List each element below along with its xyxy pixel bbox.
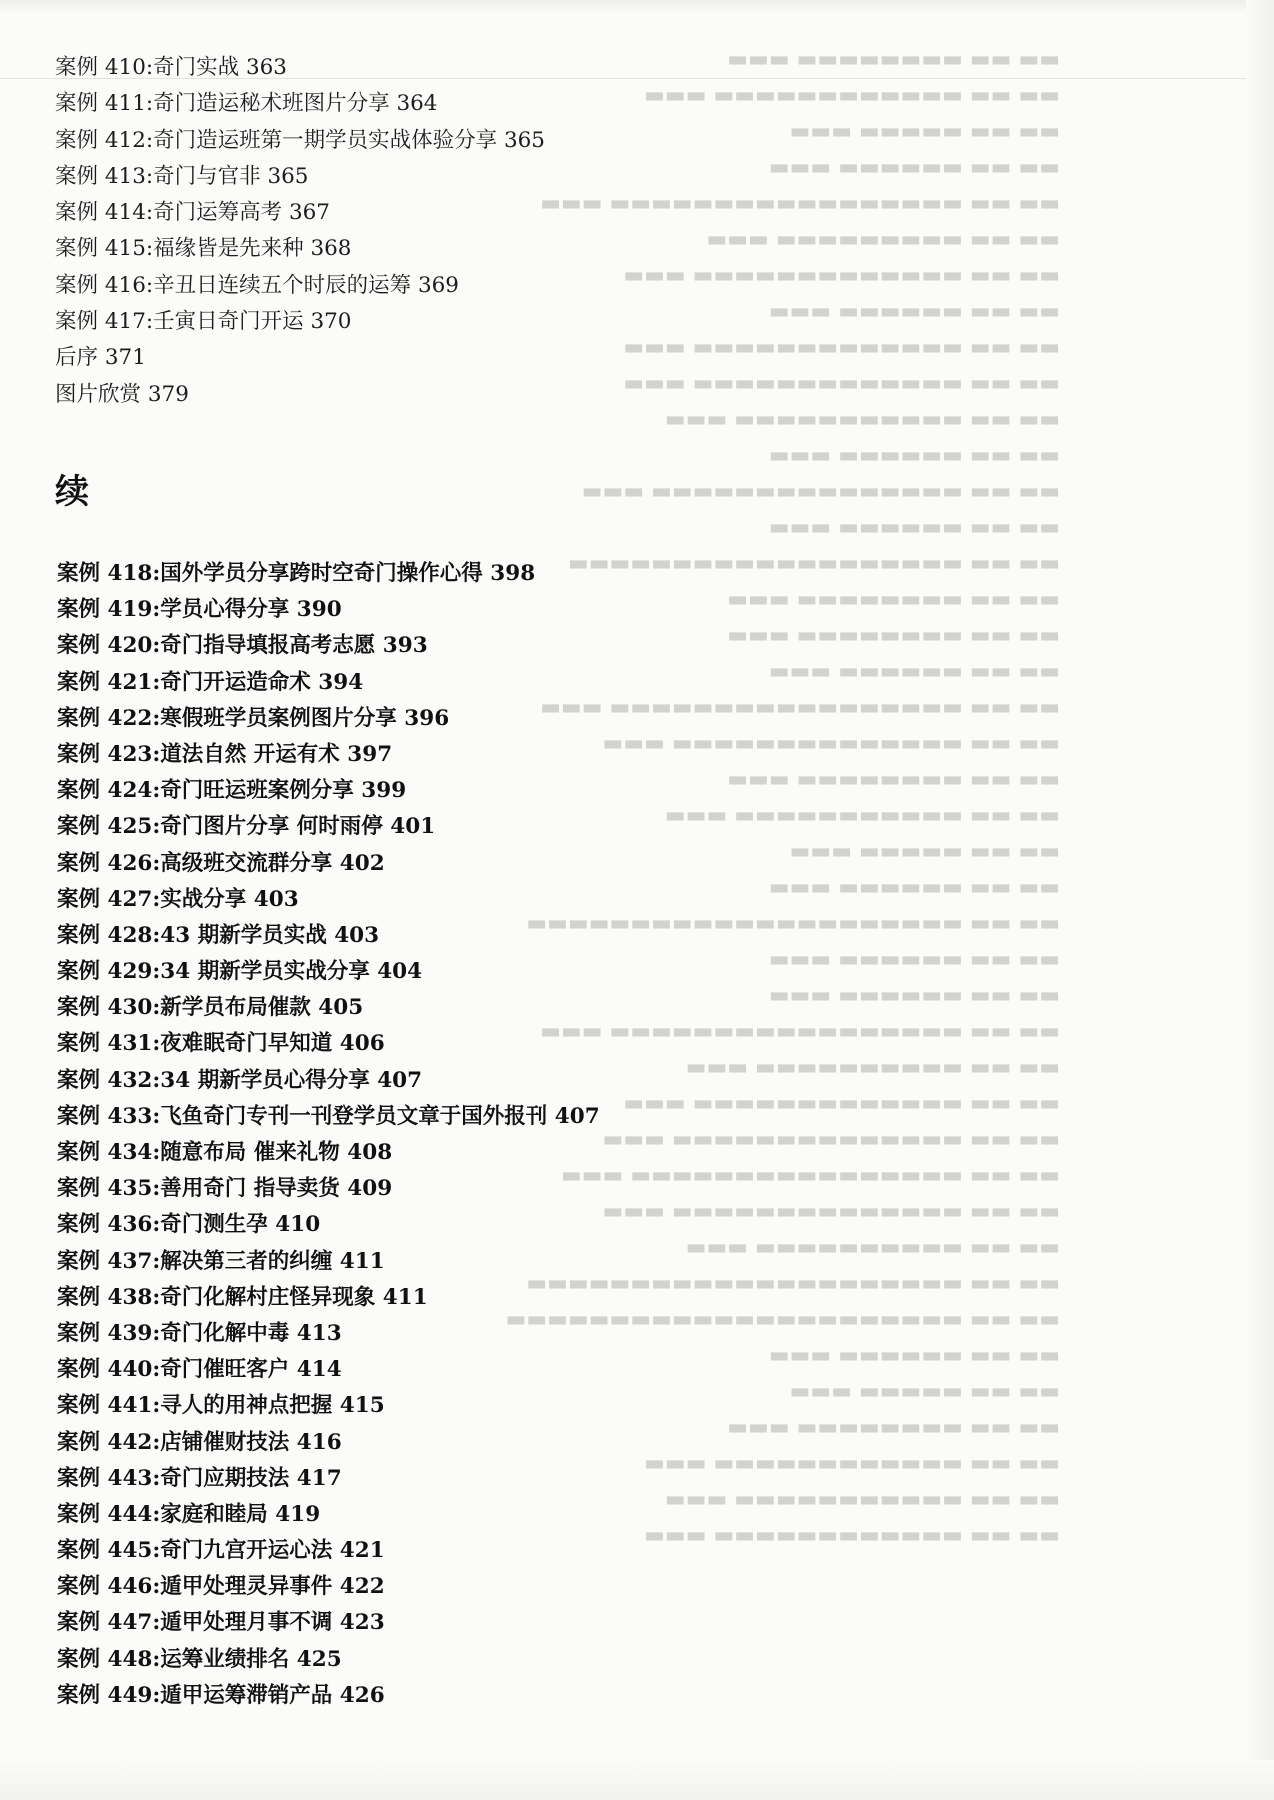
toc-entry: 案例 434:随意布局 催来礼物 408 xyxy=(57,1140,393,1165)
toc-entry: 案例 417:壬寅日奇门开运 370 xyxy=(55,309,352,335)
toc-entry: 案例 411:奇门造运秘术班图片分享 364 xyxy=(55,91,438,117)
toc-entry: 案例 423:道法自然 开运有术 397 xyxy=(57,741,393,767)
scan-edge-top xyxy=(0,0,1274,14)
toc-entry: 案例 435:善用奇门 指导卖货 409 xyxy=(57,1176,393,1202)
toc-entry: 案例 412:奇门造运班第一期学员实战体验分享 365 xyxy=(55,127,545,153)
toc-entry: 案例 416:辛丑日连续五个时辰的运筹 369 xyxy=(55,272,459,298)
toc-entry: 案例 427:实战分享 403 xyxy=(57,886,299,912)
toc-entry: 案例 437:解决第三者的纠缠 411 xyxy=(57,1248,385,1274)
toc-entry: 案例 440:奇门催旺客户 414 xyxy=(57,1357,342,1383)
toc-entry: 后序 371 xyxy=(55,345,146,371)
scan-edge-bottom xyxy=(0,1760,1274,1800)
toc-entry: 案例 410:奇门实战 363 xyxy=(55,55,287,80)
toc-entry: 案例 413:奇门与官非 365 xyxy=(55,163,309,189)
toc-entry: 案例 438:奇门化解村庄怪异现象 411 xyxy=(57,1284,428,1310)
toc-entry: 案例 421:奇门开运造命术 394 xyxy=(57,669,364,695)
toc-entry: 案例 445:奇门九宫开运心法 421 xyxy=(57,1538,385,1564)
toc-entry: 案例 432:34 期新学员心得分享 407 xyxy=(57,1067,423,1093)
toc-entry: 案例 430:新学员布局催款 405 xyxy=(57,995,364,1021)
toc-entry: 案例 448:运筹业绩排名 425 xyxy=(57,1646,342,1672)
toc-entry: 图片欣赏 379 xyxy=(55,381,189,407)
toc-entry: 案例 426:高级班交流群分享 402 xyxy=(57,850,385,876)
toc-entry: 案例 428:43 期新学员实战 403 xyxy=(57,922,380,948)
toc-entry: 案例 420:奇门指导填报高考志愿 393 xyxy=(57,633,428,659)
toc-list-top xyxy=(55,50,755,413)
toc-entry: 案例 422:寒假班学员案例图片分享 396 xyxy=(57,705,450,731)
toc-entry: 案例 429:34 期新学员实战分享 404 xyxy=(57,959,423,985)
toc-entry: 案例 418:国外学员分享跨时空奇门操作心得 398 xyxy=(57,561,536,586)
toc-entry: 案例 424:奇门旺运班案例分享 399 xyxy=(57,778,407,804)
toc-entry: 案例 442:店铺催财技法 416 xyxy=(57,1429,342,1455)
toc-entry: 案例 441:寻人的用神点把握 415 xyxy=(57,1393,385,1419)
toc-entry: 案例 436:奇门测生孕 410 xyxy=(57,1212,321,1238)
toc-entry: 案例 414:奇门运筹高考 367 xyxy=(55,200,330,226)
toc-entry: 案例 425:奇门图片分享 何时雨停 401 xyxy=(57,814,436,840)
toc-entry: 案例 431:夜难眠奇门早知道 406 xyxy=(57,1031,385,1057)
section-heading: 续 xyxy=(55,472,89,512)
scan-edge-right xyxy=(1246,0,1274,1800)
toc-entry: 案例 443:奇门应期技法 417 xyxy=(57,1465,342,1491)
toc-entry: 案例 447:遁甲处理月事不调 423 xyxy=(57,1610,385,1636)
toc-entry: 案例 439:奇门化解中毒 413 xyxy=(57,1320,342,1346)
toc-entry: 案例 446:遁甲处理灵异事件 422 xyxy=(57,1574,385,1600)
toc-entry: 案例 419:学员心得分享 390 xyxy=(57,597,342,623)
toc-entry: 案例 433:飞鱼奇门专刊一刊登学员文章于国外报刊 407 xyxy=(57,1103,600,1129)
bleed-through-texture: ▬▬ ▬▬ ▬▬▬▬▬▬▬▬ ▬▬▬ ▬▬ ▬▬ ▬▬▬▬▬▬▬▬▬▬▬▬ ▬▬▬ ▬▬ ▬▬ ▬▬▬▬▬ ▬▬▬ ▬▬ ▬▬ ▬▬▬▬▬▬ ▬▬▬ ▬▬ ▬▬ ▬▬▬▬▬▬▬▬▬▬▬▬▬▬▬▬▬ ▬▬▬ ▬▬ ▬▬ ▬▬▬▬▬▬▬▬▬ ▬▬▬ ▬▬ ▬▬ ▬▬▬▬▬▬▬▬▬▬▬▬▬ ▬▬▬ ▬▬ ▬▬ ▬▬▬▬▬▬ ▬▬▬ ▬▬ ▬▬ ▬▬▬▬▬▬▬▬▬▬▬▬▬ ▬▬▬ ▬▬ ▬▬ ▬▬▬▬▬▬▬▬▬▬▬▬▬ ▬▬▬ ▬▬ ▬▬ ▬▬▬▬▬▬▬▬▬▬▬ ▬▬▬ ▬▬ ▬▬ ▬▬▬▬▬▬ ▬▬▬ ▬▬ ▬▬ ▬▬▬▬▬▬▬▬▬▬▬▬▬▬▬ ▬▬▬ ▬▬ ▬▬ ▬▬▬▬▬▬ ▬▬▬ ▬▬ ▬▬ ▬▬▬▬▬▬▬▬▬▬▬▬▬▬▬▬▬▬▬ ▬▬ ▬▬ ▬▬▬▬▬▬▬▬ ▬▬▬ ▬▬ ▬▬ ▬▬▬▬▬▬▬▬ ▬▬▬ ▬▬ ▬▬ ▬▬▬▬▬▬ ▬▬▬ ▬▬ ▬▬ ▬▬▬▬▬▬▬▬▬▬▬▬▬▬▬▬▬ ▬▬▬ ▬▬ ▬▬ ▬▬▬▬▬▬▬▬▬▬▬▬▬▬ ▬▬▬ ▬▬ ▬▬ ▬▬▬▬▬▬▬▬ ▬▬▬ ▬▬ ▬▬ ▬▬▬▬▬▬▬▬▬▬▬ ▬▬▬ ▬▬ ▬▬ ▬▬▬▬▬ ▬▬▬ ▬▬ ▬▬ ▬▬▬▬▬▬ ▬▬▬ ▬▬ ▬▬ ▬▬▬▬▬▬▬▬▬▬▬▬▬▬▬▬▬▬▬▬▬ ▬▬ ▬▬ ▬▬▬▬▬▬ ▬▬▬ ▬▬ ▬▬ ▬▬▬▬▬▬ ▬▬▬ ▬▬ ▬▬ ▬▬▬▬▬▬▬▬▬▬▬▬▬▬▬▬▬ ▬▬▬ ▬▬ ▬▬ ▬▬▬▬▬▬▬▬▬▬ ▬▬▬ ▬▬ ▬▬ ▬▬▬▬▬▬▬▬▬▬▬▬▬ ▬▬▬ ▬▬ ▬▬ ▬▬▬▬▬▬▬▬▬▬▬▬▬▬ ▬▬▬ ▬▬ ▬▬ ▬▬▬▬▬▬▬▬▬▬▬▬▬▬▬▬ ▬▬▬ ▬▬ ▬▬ ▬▬▬▬▬▬▬▬▬▬▬▬▬▬ ▬▬▬ ▬▬ ▬▬ ▬▬▬▬▬▬▬▬▬▬ ▬▬▬ ▬▬ ▬▬ ▬▬▬▬▬▬▬▬▬▬▬▬▬▬▬▬▬▬▬▬▬ ▬▬ ▬▬ ▬▬▬▬▬▬▬▬▬▬▬▬▬▬▬▬▬▬▬▬▬▬ ▬▬ ▬▬ ▬▬▬▬▬▬ ▬▬▬ ▬▬ ▬▬ ▬▬▬▬▬ ▬▬▬ ▬▬ ▬▬ ▬▬▬▬▬▬▬▬ ▬▬▬ ▬▬ ▬▬ ▬▬▬▬▬▬▬▬▬▬▬▬ ▬▬▬ ▬▬ ▬▬ ▬▬▬▬▬▬▬▬▬▬▬ ▬▬▬ ▬▬ ▬▬ ▬▬▬▬▬▬▬▬▬▬▬▬ ▬▬▬ xyxy=(505,47,1060,1548)
toc-list-continued xyxy=(57,556,817,1714)
toc-entry: 案例 444:家庭和睦局 419 xyxy=(57,1501,321,1527)
toc-entry: 案例 449:遁甲运筹滞销产品 426 xyxy=(57,1682,385,1708)
toc-entry: 案例 415:福缘皆是先来种 368 xyxy=(55,236,352,262)
